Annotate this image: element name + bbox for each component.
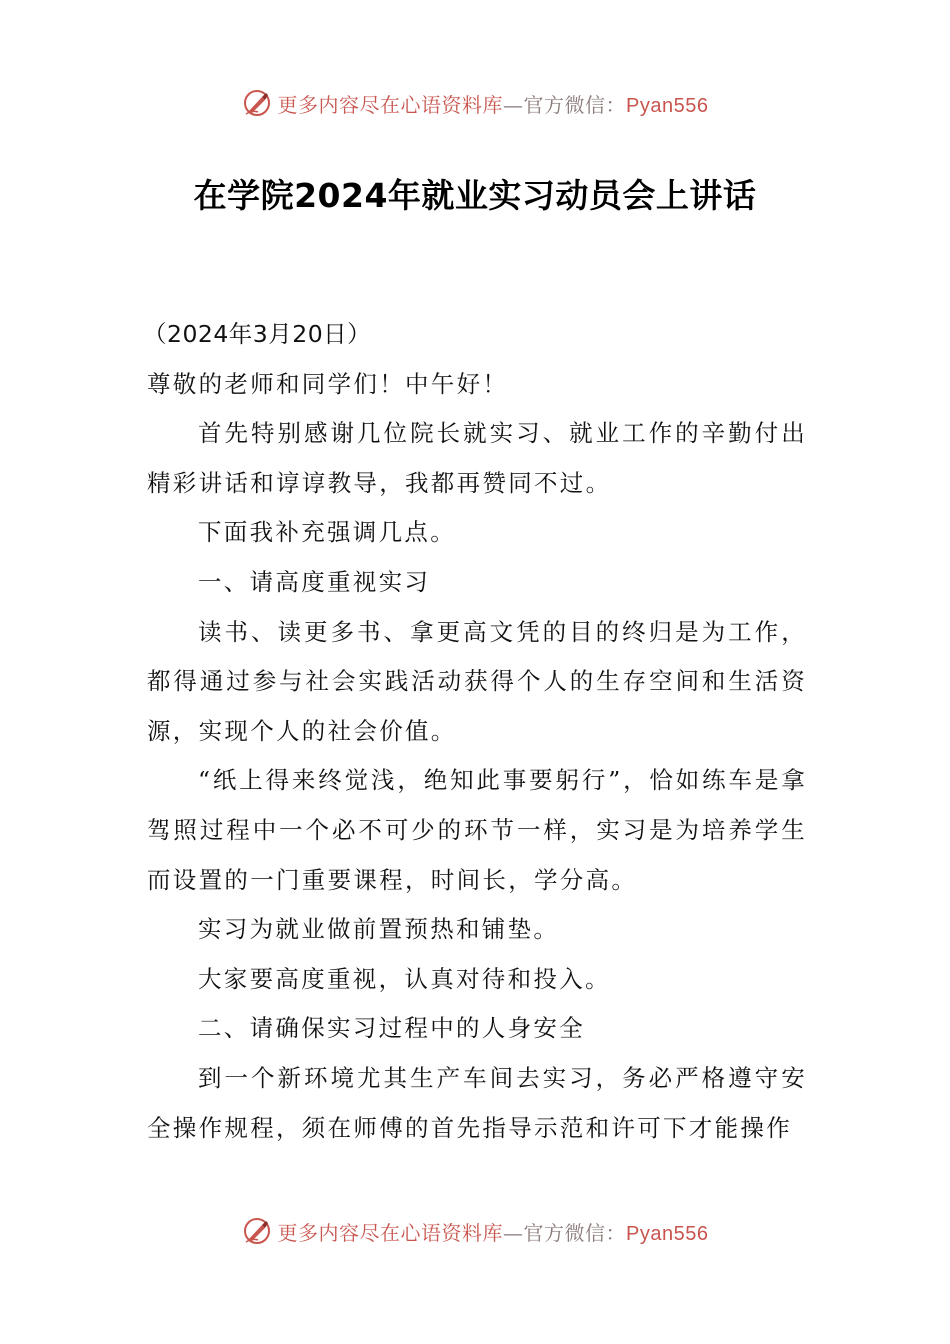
document-date: （2024年3月20日） (143, 320, 372, 348)
banner-wechat-id: Pyan556 (626, 1222, 709, 1245)
paragraph: 读书、读更多书、拿更高文凭的目的终归是为工作，都得通过参与社会实践活动获得个人的生存空间和生活资源，实现个人的社会价值。 (147, 617, 807, 745)
banner-slogan: 更多内容尽在心语资料库 (277, 1220, 504, 1245)
banner-wechat-label: 官方微信： (523, 1220, 627, 1245)
document-body (143, 310, 807, 1153)
paragraph: “纸上得来终觉浅，绝知此事要躬行”，恰如练车是拿驾照过程中一个必不可少的环节一样，实习是为培养学生而设置的一门重要课程，时间长，学分高。 (147, 766, 807, 894)
banner-text (278, 1217, 709, 1246)
paragraph: 实习为就业做前置预热和铺垫。 (198, 915, 560, 944)
paragraph: 大家要高度重视，认真对待和投入。 (198, 964, 611, 993)
section-heading: 一、请高度重视实习 (198, 567, 431, 596)
pen-logo-icon (242, 1216, 272, 1246)
paragraph: 到一个新环境尤其生产车间去实习，务必严格遵守安全操作规程，须在师傅的首先指导示范和许可下才能操作 (147, 1063, 807, 1142)
footer-banner (0, 1213, 950, 1249)
banner-dash: — (503, 1220, 524, 1245)
banner-wechat-id: Pyan556 (626, 94, 709, 117)
paragraph: 尊敬的老师和同学们！中午好！ (147, 369, 509, 398)
banner-text (278, 89, 709, 118)
document-title: 在学院2024年就业实习动员会上讲话 (193, 176, 757, 215)
pen-logo-icon (242, 88, 272, 118)
banner-wechat-label: 官方微信： (523, 92, 627, 117)
paragraph: 下面我补充强调几点。 (198, 518, 456, 547)
banner-slogan: 更多内容尽在心语资料库 (277, 92, 504, 117)
banner-dash: — (503, 92, 524, 117)
header-banner (0, 85, 950, 121)
section-heading: 二、请确保实习过程中的人身安全 (198, 1014, 585, 1043)
paragraph: 首先特别感谢几位院长就实习、就业工作的辛勤付出精彩讲话和谆谆教导，我都再赞同不过。 (147, 419, 807, 497)
